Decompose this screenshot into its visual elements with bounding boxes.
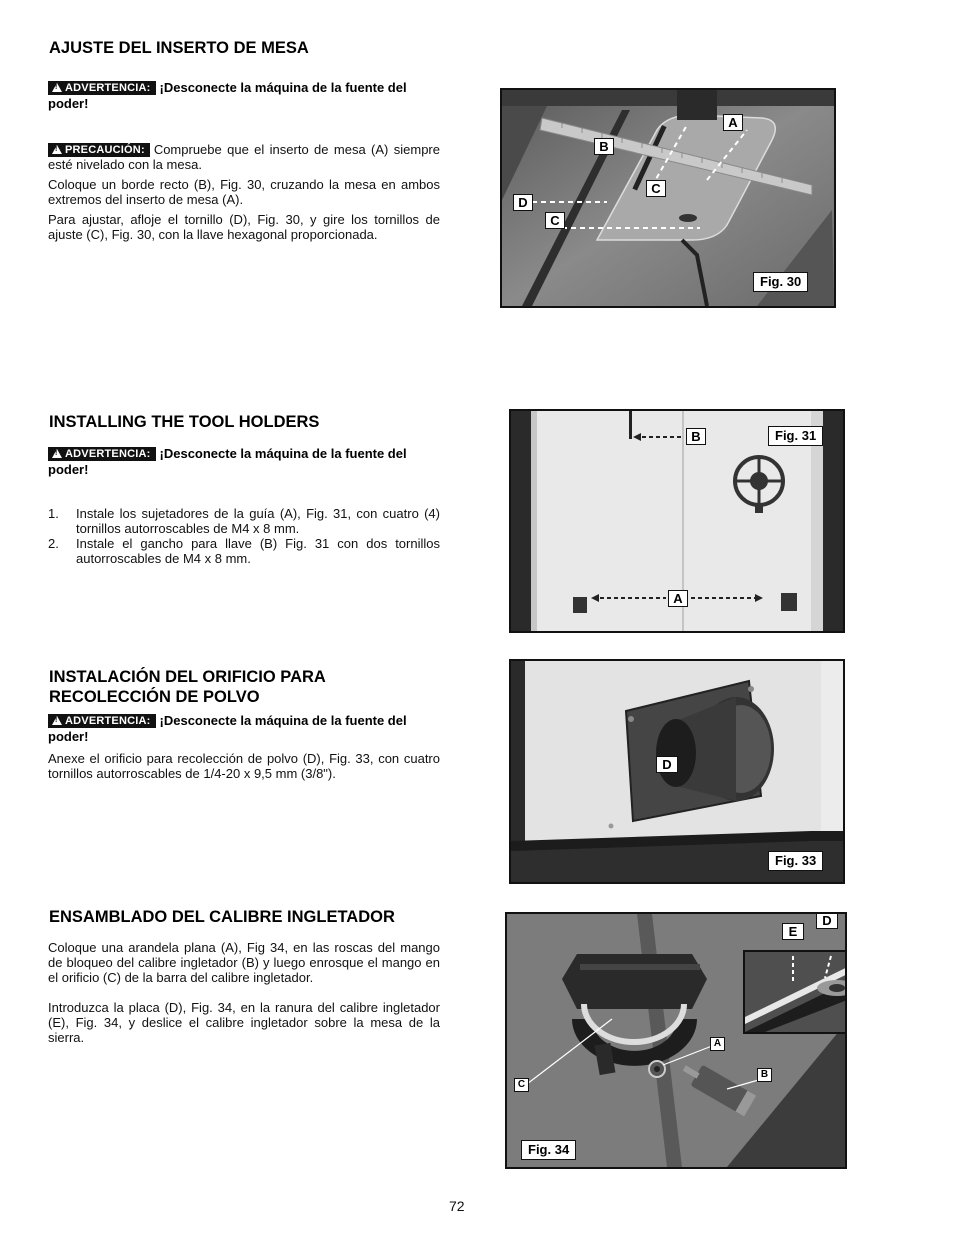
figure-caption: Fig. 30 xyxy=(753,272,808,292)
warning-text: ¡Desconecte la máquina de la fuente del poder! xyxy=(48,446,407,477)
figure-caption: Fig. 33 xyxy=(768,851,823,871)
caution-triangle-icon xyxy=(52,145,62,154)
label-e: E xyxy=(782,923,804,940)
label-b: B xyxy=(686,428,706,445)
warning-block xyxy=(48,80,440,112)
list-item: 1. Instale los sujetadores de la guía (A), Fig. 31, con cuatro (4) tornillos autorroscables de M4 x 8 mm. xyxy=(48,506,440,536)
paragraph: Coloque un borde recto (B), Fig. 30, cruzando la mesa en ambos extremos del inserto de mesa (A). xyxy=(48,177,440,207)
section-title-table-insert: AJUSTE DEL INSERTO DE MESA xyxy=(49,39,309,57)
caution-block xyxy=(48,142,440,172)
list-item: 2. Instale el gancho para llave (B) Fig. 31 con dos tornillos autorroscables de M4 x 8 mm. xyxy=(48,536,440,566)
paragraph: Anexe el orificio para recolección de polvo (D), Fig. 33, con cuatro tornillos autorroscables de 1/4-20 x 9,5 mm (3/8"). xyxy=(48,751,440,781)
section-title-tool-holders: INSTALLING THE TOOL HOLDERS xyxy=(49,413,320,431)
paragraph: Introduzca la placa (D), Fig. 34, en la ranura del calibre ingletador (E), Fig. 34, y deslice el calibre ingletador sobre la mesa de la sierra. xyxy=(48,1000,440,1045)
warning-text: ¡Desconecte la máquina de la fuente del poder! xyxy=(48,713,407,744)
warning-block xyxy=(48,713,440,745)
figure-caption: Fig. 34 xyxy=(521,1140,576,1160)
label-d: D xyxy=(513,194,533,211)
warning-badge: !ADVERTENCIA: xyxy=(48,447,156,461)
label-d: D xyxy=(656,756,678,773)
label-c: C xyxy=(646,180,666,197)
warning-triangle-icon xyxy=(52,83,62,92)
slot-inset-illustration xyxy=(745,952,847,1032)
warning-badge: !ADVERTENCIA: xyxy=(48,714,156,728)
warning-text: ¡Desconecte la máquina de la fuente del poder! xyxy=(48,80,407,111)
caution-text: Compruebe que el inserto de mesa (A) siempre esté nivelado con la mesa. xyxy=(48,142,440,172)
label-a: A xyxy=(668,590,688,607)
label-c: C xyxy=(514,1078,529,1092)
warning-badge: !ADVERTENCIA: xyxy=(48,81,156,95)
label-b: B xyxy=(757,1068,772,1082)
section-title-dust-port: INSTALACIÓN DEL ORIFICIO PARA RECOLECCIÓN DE POLVO xyxy=(49,668,326,706)
figure-30-photo xyxy=(500,88,836,308)
figure-34-inset xyxy=(743,950,847,1034)
label-a: A xyxy=(723,114,743,131)
paragraph: Para ajustar, afloje el tornillo (D), Fig. 30, y gire los tornillos de ajuste (C), Fig. 30, con la llave hexagonal proporcionada. xyxy=(48,212,440,242)
label-a: A xyxy=(710,1037,725,1051)
figure-33-photo xyxy=(509,659,845,884)
section-title-miter-gauge: ENSAMBLADO DEL CALIBRE INGLETADOR xyxy=(49,908,395,926)
page-number: 72 xyxy=(449,1198,465,1214)
label-c: C xyxy=(545,212,565,229)
figure-caption: Fig. 31 xyxy=(768,426,823,446)
warning-triangle-icon xyxy=(52,449,62,458)
warning-triangle-icon xyxy=(52,716,62,725)
figure-34-photo xyxy=(505,912,847,1169)
paragraph: Coloque una arandela plana (A), Fig 34, en las roscas del mango de bloqueo del calibre ingletador (B) y luego enrosque el mango en el orificio (C) de la barra del calibre ingletador. xyxy=(48,940,440,985)
label-b: B xyxy=(594,138,614,155)
caution-badge: !PRECAUCIÓN: xyxy=(48,143,150,157)
warning-block xyxy=(48,446,440,478)
instruction-list xyxy=(48,506,440,566)
label-d: D xyxy=(816,912,838,929)
figure-31-photo xyxy=(509,409,845,633)
